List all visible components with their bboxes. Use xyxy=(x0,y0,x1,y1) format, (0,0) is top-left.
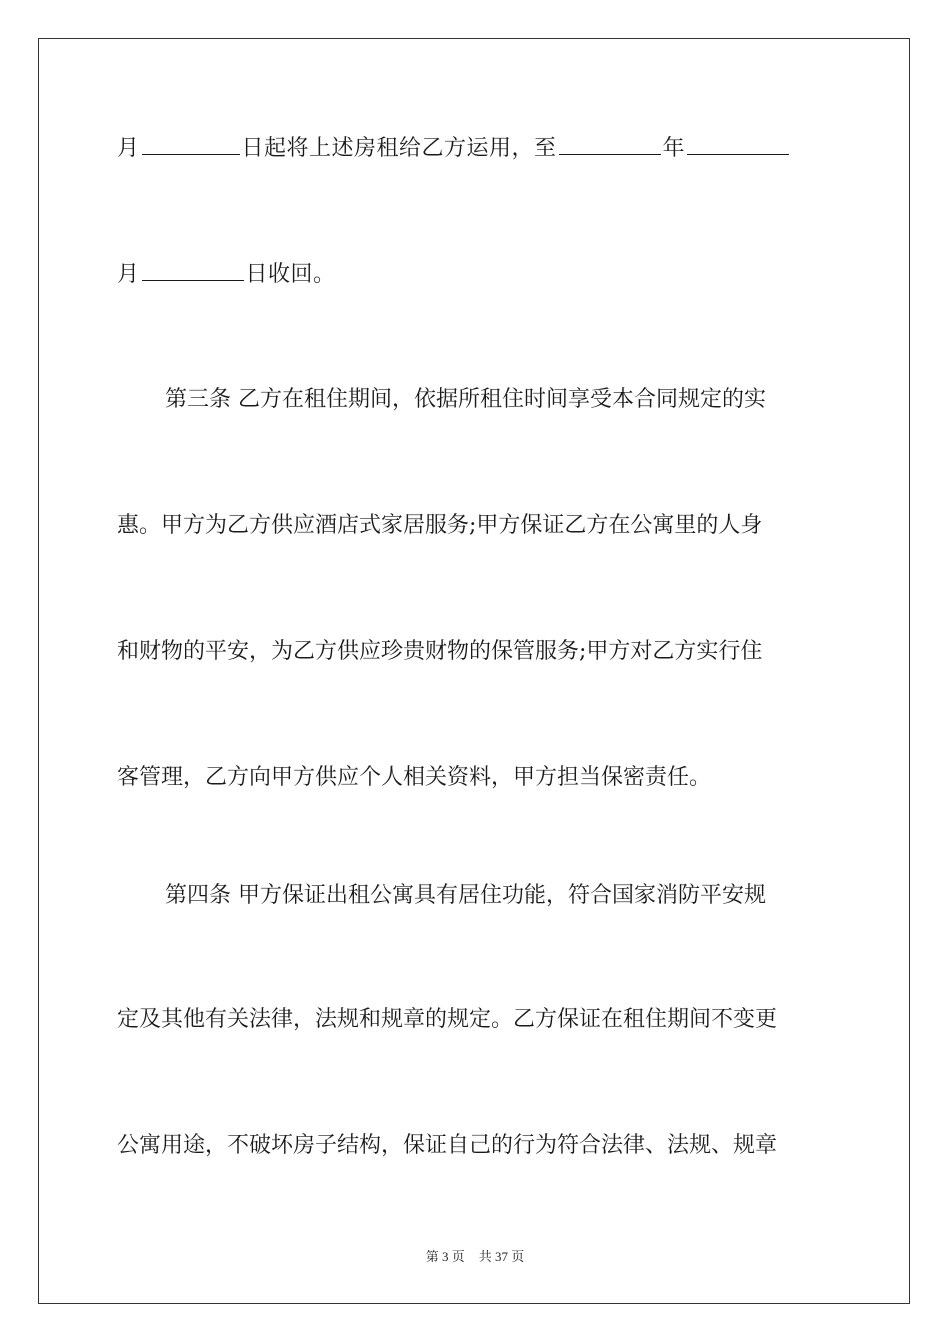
fill-blank-month xyxy=(687,132,789,155)
article-4-line-3: 公寓用途，不破坏房子结构，保证自己的行为符合法律、法规、规章 xyxy=(117,1133,778,1158)
article-3-line-4: 客管理，乙方向甲方供应个人相关资料，甲方担当保密责任。 xyxy=(117,765,712,790)
page-border xyxy=(38,38,910,1304)
text-segment: 月 xyxy=(117,136,140,161)
text-line-2 xyxy=(117,258,833,290)
text-segment: 月 xyxy=(117,262,140,287)
article-4-line-1: 第四条 甲方保证出租公寓具有居住功能，符合国家消防平安规 xyxy=(165,883,766,908)
fill-blank-year xyxy=(559,132,661,155)
page-number: 第 3 页 xyxy=(425,1249,465,1264)
text-segment: 日起将上述房租给乙方运用，至 xyxy=(241,136,557,161)
article-4-line-2: 定及其他有关法律，法规和规章的规定。乙方保证在租住期间不变更 xyxy=(117,1007,778,1032)
text-segment: 年 xyxy=(662,136,686,161)
article-3-line-1: 第三条 乙方在租住期间，依据所租住时间享受本合同规定的实 xyxy=(165,387,766,412)
text-line-1 xyxy=(117,132,833,164)
fill-blank-day xyxy=(142,258,244,281)
article-3-line-3: 和财物的平安，为乙方供应珍贵财物的保管服务;甲方对乙方实行住 xyxy=(117,639,763,664)
total-pages: 共 37 页 xyxy=(478,1249,525,1264)
page-footer xyxy=(0,1246,950,1265)
article-3-line-2: 惠。甲方为乙方供应酒店式家居服务;甲方保证乙方在公寓里的人身 xyxy=(117,513,763,538)
text-segment: 日收回。 xyxy=(245,262,336,287)
fill-blank-day xyxy=(142,132,240,155)
